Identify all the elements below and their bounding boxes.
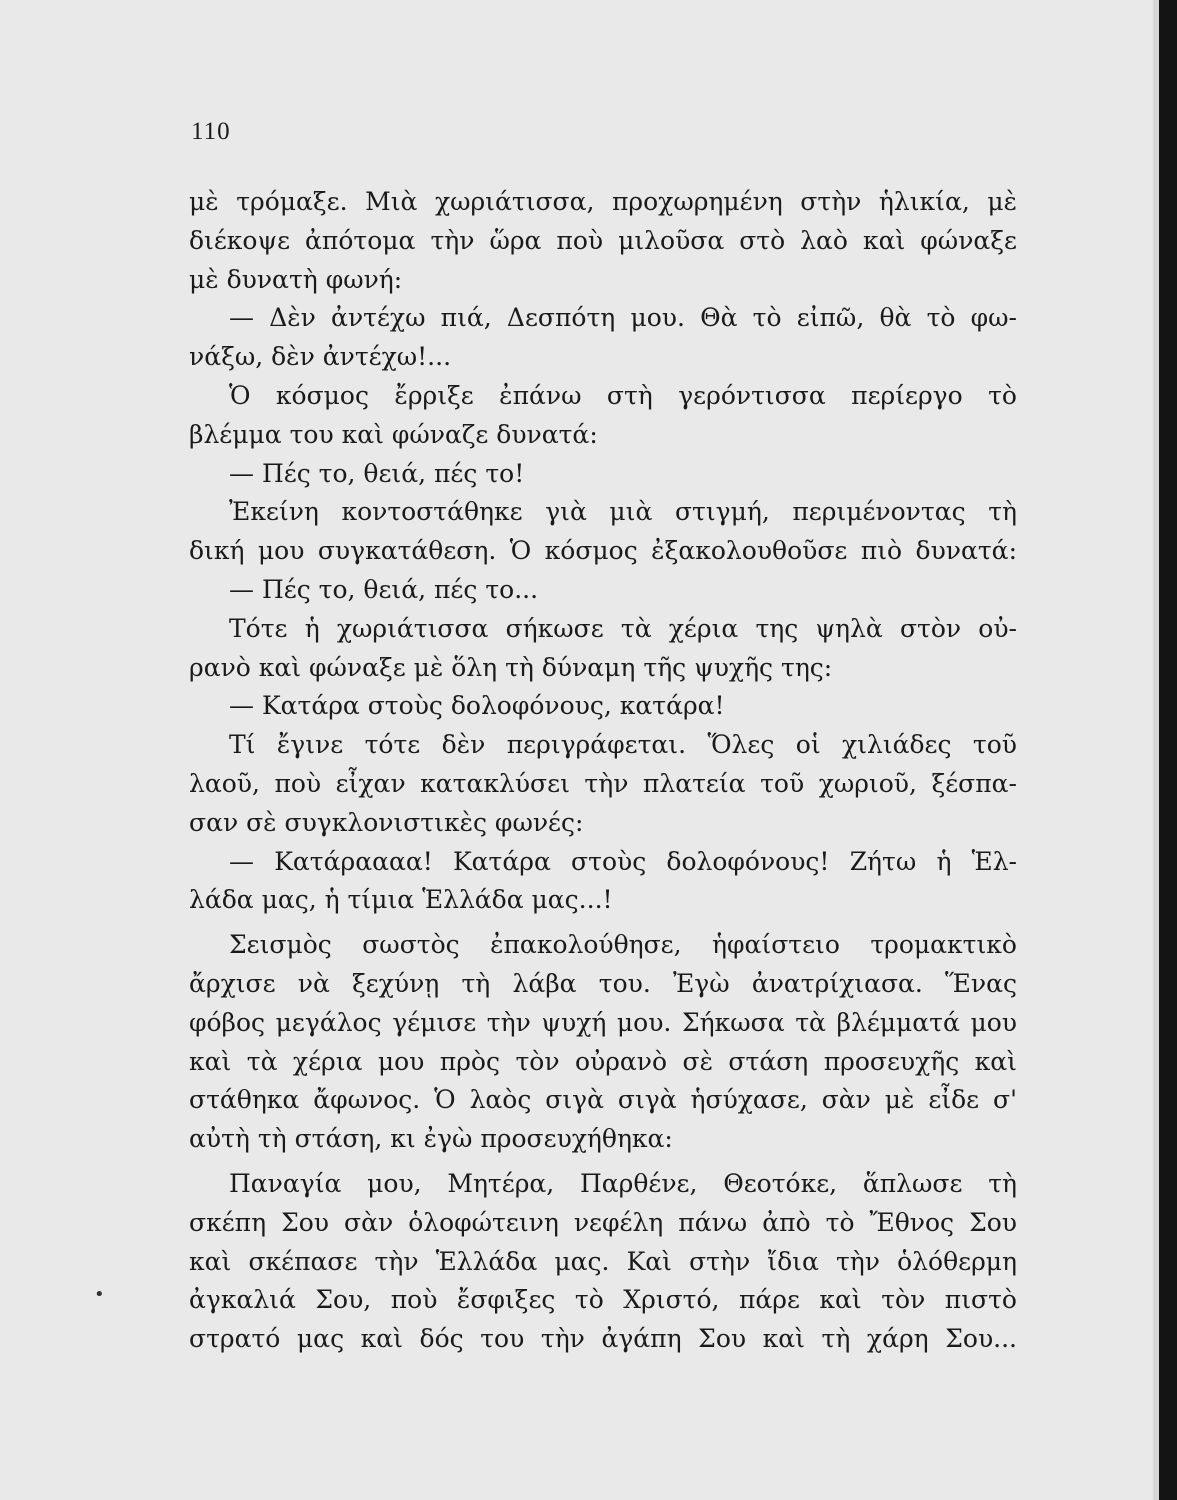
text-line: μὲ δυνατὴ φωνή:: [189, 264, 403, 294]
text-line: — Πές το, θειά, πές το...: [229, 574, 539, 604]
text-line: φόβος μεγάλος γέμισε τὴν ψυχή μου. Σήκωσα τὰ βλέμματά μου: [189, 1007, 1017, 1037]
text-line: σκέπη Σου σὰν ὁλοφώτεινη νεφέλη πάνω ἀπὸ τὸ Ἔθνος Σου: [189, 1207, 1017, 1237]
text-line: Ὁ κόσμος ἔρριξε ἐπάνω στὴ γερόντισσα περίεργο τὸ: [229, 380, 1017, 410]
text-line: διέκοψε ἀπότομα τὴν ὥρα ποὺ μιλοῦσα στὸ λαὸ καὶ φώναξε: [189, 225, 1017, 255]
text-line: αὐτὴ τὴ στάση, κι ἐγὼ προσευχήθηκα:: [189, 1124, 673, 1154]
page-number: 110: [191, 118, 231, 145]
body-text: [189, 183, 1017, 1359]
text-line: Ἐκείνη κοντοστάθηκε γιὰ μιὰ στιγμή, περιμένοντας τὴ: [229, 497, 1017, 527]
text-line: λαοῦ, ποὺ εἶχαν κατακλύσει τὴν πλατεία τοῦ χωριοῦ, ξέσπα-: [189, 768, 1017, 798]
text-line: λάδα μας, ἡ τίμια Ἑλλάδα μας...!: [189, 885, 613, 915]
text-line: ἀγκαλιά Σου, ποὺ ἔσφιξες τὸ Χριστό, πάρε καὶ τὸν πιστὸ: [189, 1285, 1017, 1315]
stray-dot-mark: •: [94, 1284, 105, 1305]
text-line: — Κατάραααα! Κατάρα στοὺς δολοφόνους! Ζήτω ἡ Ἑλ-: [229, 846, 1017, 876]
text-line: στάθηκα ἄφωνος. Ὁ λαὸς σιγὰ σιγὰ ἡσύχασε, σὰν μὲ εἶδε σ': [189, 1085, 1017, 1115]
text-line: Τότε ἡ χωριάτισσα σήκωσε τὰ χέρια της ψηλὰ στὸν οὐ-: [229, 613, 1017, 643]
text-line: καὶ σκέπασε τὴν Ἑλλάδα μας. Καὶ στὴν ἴδια τὴν ὁλόθερμη: [189, 1246, 1017, 1276]
text-line: νάξω, δὲν ἀντέχω!...: [189, 342, 452, 372]
text-line: — Πές το, θειά, πές το!: [229, 458, 525, 488]
text-line: καὶ τὰ χέρια μου πρὸς τὸν οὐρανὸ σὲ στάση προσευχῆς καὶ: [189, 1046, 1017, 1076]
text-line: βλέμμα του καὶ φώναζε δυνατά:: [189, 419, 598, 449]
text-line: — Δὲν ἀντέχω πιά, Δεσπότη μου. Θὰ τὸ εἰπῶ, θὰ τὸ φω-: [229, 303, 1017, 333]
text-line: ρανὸ καὶ φώναξε μὲ ὅλη τὴ δύναμη τῆς ψυχῆς της:: [189, 652, 833, 682]
text-line: μὲ τρόμαξε. Μιὰ χωριάτισσα, προχωρημένη στὴν ἡλικία, μὲ: [189, 187, 1017, 216]
text-line: Παναγία μου, Μητέρα, Παρθένε, Θεοτόκε, ἅπλωσε τὴ: [229, 1168, 1017, 1198]
text-line: στρατό μας καὶ δός του τὴν ἀγάπη Σου καὶ τὴ χάρη Σου...: [189, 1324, 1017, 1354]
text-line: σαν σὲ συγκλονιστικὲς φωνές:: [189, 807, 584, 837]
text-line: — Κατάρα στοὺς δολοφόνους, κατάρα!: [229, 691, 725, 721]
text-line: ἄρχισε νὰ ξεχύνῃ τὴ λάβα του. Ἐγὼ ἀνατρίχιασα. Ἕνας: [189, 968, 1017, 998]
text-line: δική μου συγκατάθεση. Ὁ κόσμος ἐξακολουθοῦσε πιὸ δυνατά:: [189, 536, 1017, 566]
scan-edge: [1159, 0, 1177, 1500]
text-line: Τί ἔγινε τότε δὲν περιγράφεται. Ὅλες οἱ χιλιάδες τοῦ: [229, 730, 1017, 760]
text-line: Σεισμὸς σωστὸς ἐπακολούθησε, ἡφαίστειο τρομακτικὸ: [229, 930, 1017, 960]
